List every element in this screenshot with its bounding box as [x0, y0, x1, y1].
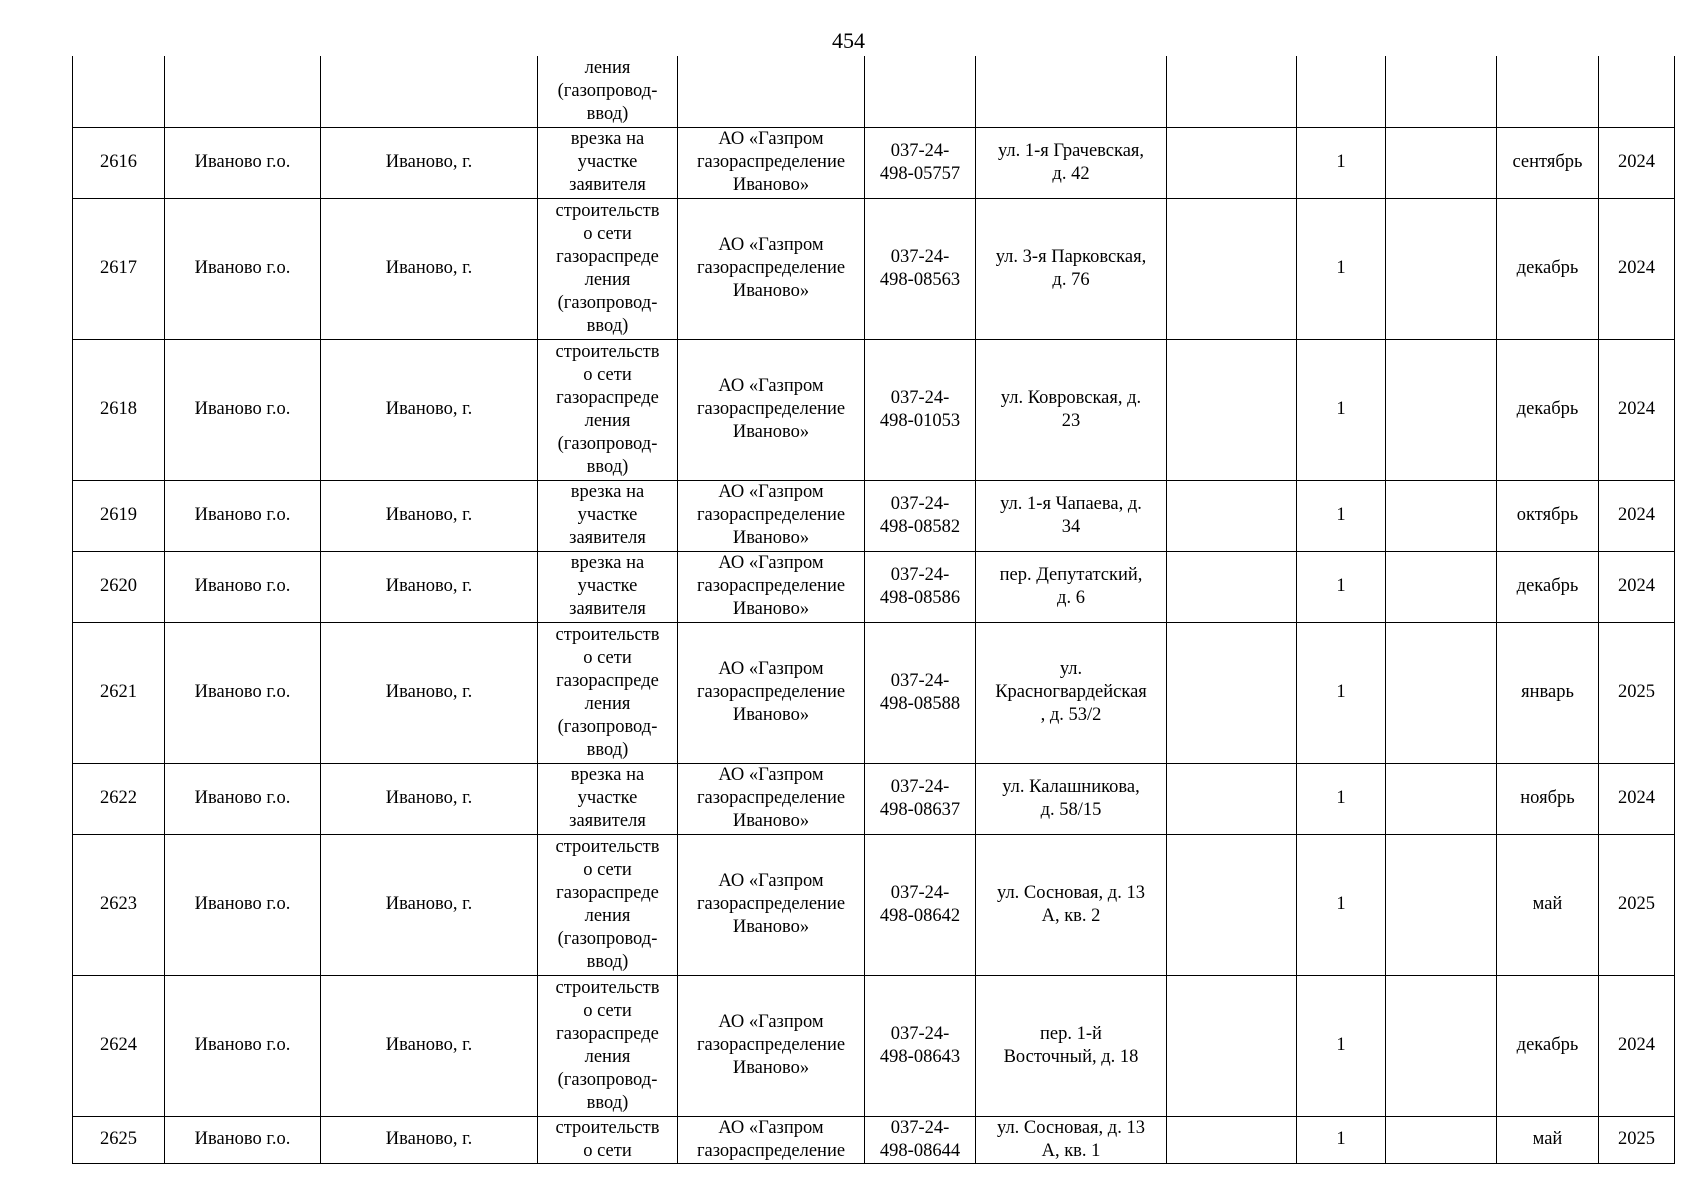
- cell-qty: 1: [1297, 198, 1386, 339]
- cell-org: АО «Газпром газораспределение Иваново»: [678, 763, 865, 834]
- cell-num: 2624: [73, 975, 165, 1116]
- cell-locality: Иваново, г.: [321, 551, 538, 622]
- cell-note: [1386, 834, 1497, 975]
- cell-locality: Иваново, г.: [321, 339, 538, 480]
- cell-org: АО «Газпром газораспределение Иваново»: [678, 834, 865, 975]
- cell-code: 037-24- 498-08637: [865, 763, 976, 834]
- cell-year: 2024: [1599, 551, 1675, 622]
- cell-work-type: ления (газопровод- ввод): [538, 56, 678, 127]
- cell-qty: 1: [1297, 127, 1386, 198]
- cell-num: [73, 56, 165, 127]
- cell-qty: 1: [1297, 339, 1386, 480]
- cell-extra: [1167, 1116, 1297, 1163]
- table-row: [73, 127, 1675, 198]
- cell-district: Иваново г.о.: [165, 198, 321, 339]
- cell-extra: [1167, 480, 1297, 551]
- cell-district: Иваново г.о.: [165, 480, 321, 551]
- table-row: [73, 763, 1675, 834]
- cell-org: АО «Газпром газораспределение Иваново»: [678, 480, 865, 551]
- cell-district: Иваново г.о.: [165, 127, 321, 198]
- cell-address: ул. Красногвардейская , д. 53/2: [976, 622, 1167, 763]
- cell-year: 2024: [1599, 480, 1675, 551]
- cell-org: АО «Газпром газораспределение Иваново»: [678, 339, 865, 480]
- cell-num: 2621: [73, 622, 165, 763]
- cell-org: АО «Газпром газораспределение Иваново»: [678, 975, 865, 1116]
- cell-month: май: [1497, 834, 1599, 975]
- cell-district: Иваново г.о.: [165, 622, 321, 763]
- cell-month: декабрь: [1497, 551, 1599, 622]
- cell-work-type: врезка на участке заявителя: [538, 127, 678, 198]
- cell-qty: 1: [1297, 1116, 1386, 1163]
- cell-year: 2024: [1599, 198, 1675, 339]
- cell-note: [1386, 551, 1497, 622]
- cell-num: 2619: [73, 480, 165, 551]
- cell-locality: [321, 56, 538, 127]
- cell-address: ул. 1-я Грачевская, д. 42: [976, 127, 1167, 198]
- cell-code: 037-24- 498-05757: [865, 127, 976, 198]
- cell-extra: [1167, 834, 1297, 975]
- cell-address: ул. Сосновая, д. 13 А, кв. 2: [976, 834, 1167, 975]
- cell-year: 2025: [1599, 834, 1675, 975]
- table-row-continued: [73, 56, 1675, 127]
- cell-locality: Иваново, г.: [321, 1116, 538, 1163]
- cell-note: [1386, 622, 1497, 763]
- cell-district: Иваново г.о.: [165, 551, 321, 622]
- cell-extra: [1167, 56, 1297, 127]
- cell-num: 2623: [73, 834, 165, 975]
- cell-month: декабрь: [1497, 975, 1599, 1116]
- cell-locality: Иваново, г.: [321, 975, 538, 1116]
- cell-work-type: строительств о сети газораспреде ления (газопровод- ввод): [538, 834, 678, 975]
- cell-month: декабрь: [1497, 198, 1599, 339]
- cell-year: 2024: [1599, 975, 1675, 1116]
- cell-extra: [1167, 551, 1297, 622]
- cell-district: Иваново г.о.: [165, 339, 321, 480]
- cell-work-type: строительств о сети газораспреде ления (газопровод- ввод): [538, 622, 678, 763]
- cell-locality: Иваново, г.: [321, 480, 538, 551]
- cell-locality: Иваново, г.: [321, 127, 538, 198]
- cell-qty: 1: [1297, 834, 1386, 975]
- cell-locality: Иваново, г.: [321, 834, 538, 975]
- cell-code: 037-24- 498-01053: [865, 339, 976, 480]
- table-body: [73, 56, 1675, 1163]
- cell-address: ул. Ковровская, д. 23: [976, 339, 1167, 480]
- cell-qty: 1: [1297, 975, 1386, 1116]
- table-row: [73, 622, 1675, 763]
- page-number: 454: [832, 28, 865, 53]
- cell-extra: [1167, 975, 1297, 1116]
- cell-work-type: строительств о сети газораспреде ления (газопровод- ввод): [538, 198, 678, 339]
- cell-work-type: строительств о сети: [538, 1116, 678, 1163]
- table-row: [73, 198, 1675, 339]
- table-row: [73, 339, 1675, 480]
- cell-code: 037-24- 498-08642: [865, 834, 976, 975]
- cell-address: ул. 1-я Чапаева, д. 34: [976, 480, 1167, 551]
- cell-month: ноябрь: [1497, 763, 1599, 834]
- cell-note: [1386, 198, 1497, 339]
- cell-org: АО «Газпром газораспределение Иваново»: [678, 127, 865, 198]
- cell-work-type: строительств о сети газораспреде ления (газопровод- ввод): [538, 975, 678, 1116]
- cell-work-type: врезка на участке заявителя: [538, 551, 678, 622]
- cell-extra: [1167, 763, 1297, 834]
- cell-address: пер. 1-й Восточный, д. 18: [976, 975, 1167, 1116]
- cell-year: 2024: [1599, 763, 1675, 834]
- cell-address: ул. Сосновая, д. 13 А, кв. 1: [976, 1116, 1167, 1163]
- cell-extra: [1167, 622, 1297, 763]
- cell-code: 037-24- 498-08644: [865, 1116, 976, 1163]
- cell-district: Иваново г.о.: [165, 975, 321, 1116]
- cell-address: ул. Калашникова, д. 58/15: [976, 763, 1167, 834]
- cell-qty: 1: [1297, 763, 1386, 834]
- cell-note: [1386, 127, 1497, 198]
- cell-district: Иваново г.о.: [165, 834, 321, 975]
- table-row: [73, 834, 1675, 975]
- cell-year: 2025: [1599, 622, 1675, 763]
- table-row: [73, 975, 1675, 1116]
- cell-month: декабрь: [1497, 339, 1599, 480]
- cell-org: [678, 56, 865, 127]
- cell-year: 2024: [1599, 127, 1675, 198]
- cell-month: январь: [1497, 622, 1599, 763]
- cell-code: 037-24- 498-08643: [865, 975, 976, 1116]
- cell-year: 2024: [1599, 339, 1675, 480]
- cell-locality: Иваново, г.: [321, 198, 538, 339]
- cell-org: АО «Газпром газораспределение Иваново»: [678, 198, 865, 339]
- cell-note: [1386, 1116, 1497, 1163]
- cell-qty: 1: [1297, 622, 1386, 763]
- cell-extra: [1167, 339, 1297, 480]
- cell-qty: [1297, 56, 1386, 127]
- cell-locality: Иваново, г.: [321, 763, 538, 834]
- cell-num: 2616: [73, 127, 165, 198]
- cell-district: Иваново г.о.: [165, 1116, 321, 1163]
- cell-address: [976, 56, 1167, 127]
- cell-code: 037-24- 498-08586: [865, 551, 976, 622]
- cell-num: 2618: [73, 339, 165, 480]
- cell-work-type: врезка на участке заявителя: [538, 480, 678, 551]
- cell-org: АО «Газпром газораспределение: [678, 1116, 865, 1163]
- cell-qty: 1: [1297, 551, 1386, 622]
- cell-note: [1386, 763, 1497, 834]
- cell-note: [1386, 480, 1497, 551]
- cell-month: [1497, 56, 1599, 127]
- cell-note: [1386, 56, 1497, 127]
- cell-extra: [1167, 198, 1297, 339]
- cell-work-type: строительств о сети газораспреде ления (газопровод- ввод): [538, 339, 678, 480]
- cell-address: ул. 3-я Парковская, д. 76: [976, 198, 1167, 339]
- cell-district: Иваново г.о.: [165, 763, 321, 834]
- cell-num: 2620: [73, 551, 165, 622]
- cell-locality: Иваново, г.: [321, 622, 538, 763]
- cell-num: 2625: [73, 1116, 165, 1163]
- cell-num: 2617: [73, 198, 165, 339]
- cell-code: 037-24- 498-08588: [865, 622, 976, 763]
- cell-month: октябрь: [1497, 480, 1599, 551]
- cell-work-type: врезка на участке заявителя: [538, 763, 678, 834]
- cell-org: АО «Газпром газораспределение Иваново»: [678, 622, 865, 763]
- cell-address: пер. Депутатский, д. 6: [976, 551, 1167, 622]
- cell-district: [165, 56, 321, 127]
- cell-note: [1386, 339, 1497, 480]
- cell-year: 2025: [1599, 1116, 1675, 1163]
- cell-code: [865, 56, 976, 127]
- cell-note: [1386, 975, 1497, 1116]
- cell-month: сентябрь: [1497, 127, 1599, 198]
- cell-month: май: [1497, 1116, 1599, 1163]
- cell-code: 037-24- 498-08582: [865, 480, 976, 551]
- table-row: [73, 1116, 1675, 1163]
- cell-qty: 1: [1297, 480, 1386, 551]
- table-row: [73, 551, 1675, 622]
- cell-org: АО «Газпром газораспределение Иваново»: [678, 551, 865, 622]
- registry-table: [72, 56, 1675, 1164]
- cell-code: 037-24- 498-08563: [865, 198, 976, 339]
- cell-extra: [1167, 127, 1297, 198]
- cell-year: [1599, 56, 1675, 127]
- cell-num: 2622: [73, 763, 165, 834]
- table-row: [73, 480, 1675, 551]
